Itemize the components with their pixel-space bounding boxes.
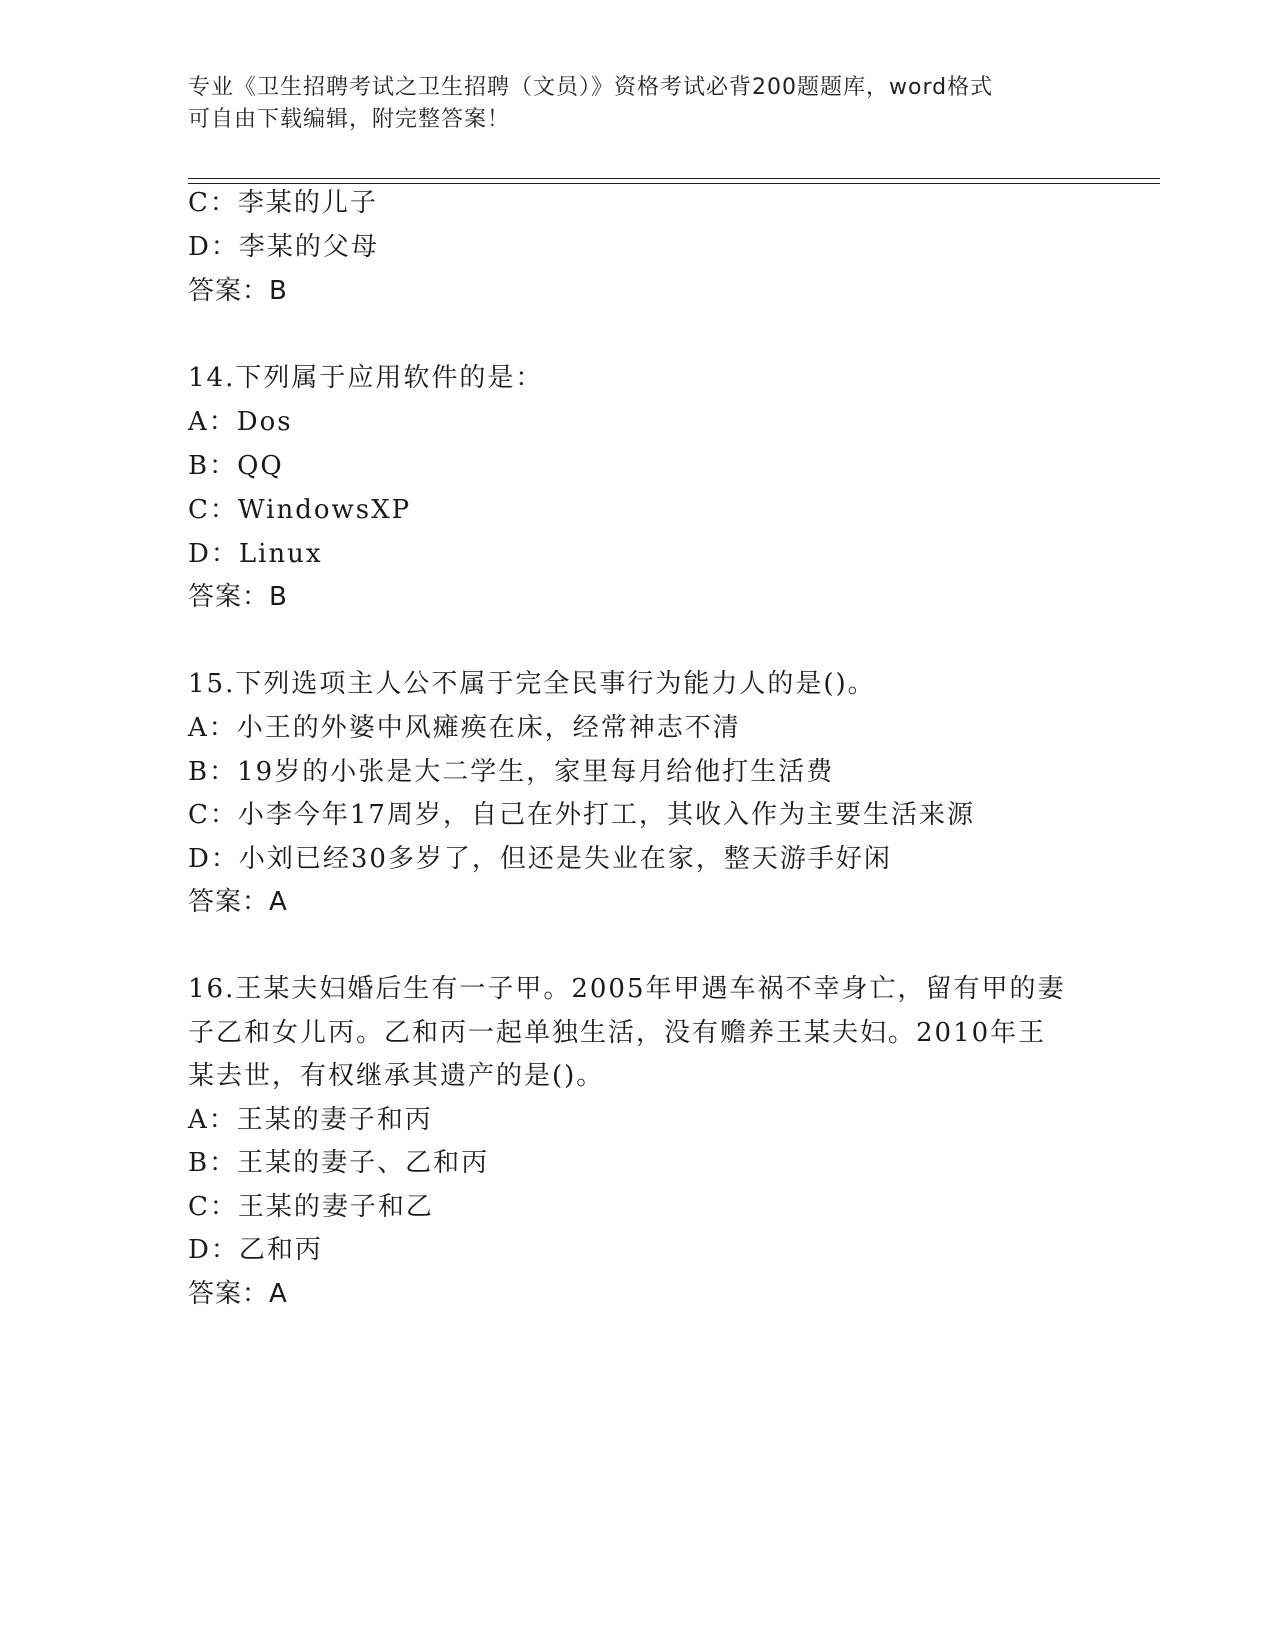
- q16-option-b: B：王某的妻子、乙和丙: [188, 1148, 490, 1178]
- q15-answer: 答案：A: [188, 887, 288, 917]
- q15-stem: 15.下列选项主人公不属于完全民事行为能力人的是()。: [188, 669, 876, 699]
- q16-answer: 答案：A: [188, 1279, 288, 1309]
- q14-option-a: A：Dos: [188, 407, 293, 437]
- header-line-2: 可自由下载编辑，附完整答案！: [188, 107, 511, 132]
- q14-option-b: B：QQ: [188, 451, 284, 481]
- q14-answer: 答案：B: [188, 582, 288, 612]
- header-divider-top: [188, 178, 1160, 179]
- q16-stem-line-1: 16.王某夫妇婚后生有一子甲。2005年甲遇车祸不幸身亡，留有甲的妻: [188, 974, 1066, 1004]
- q13-option-c: C：李某的儿子: [188, 188, 378, 218]
- q15-option-b: B：19岁的小张是大二学生，家里每月给他打生活费: [188, 757, 835, 787]
- q14-stem: 14.下列属于应用软件的是：: [188, 363, 544, 393]
- q13-answer: 答案：B: [188, 276, 288, 306]
- q16-option-c: C：王某的妻子和乙: [188, 1192, 434, 1222]
- q16-stem-line-2: 子乙和女儿丙。乙和丙一起单独生活，没有赡养王某夫妇。2010年王: [188, 1018, 1047, 1048]
- q16-option-d: D：乙和丙: [188, 1235, 323, 1265]
- q14-option-c: C：WindowsXP: [188, 495, 412, 525]
- q15-option-c: C：小李今年17周岁，自己在外打工，其收入作为主要生活来源: [188, 800, 975, 830]
- q14-option-d: D：Linux: [188, 539, 323, 569]
- document-header: [188, 72, 1088, 136]
- q16-stem-line-3: 某去世，有权继承其遗产的是()。: [188, 1061, 605, 1091]
- q15-option-d: D：小刘已经30多岁了，但还是失业在家，整天游手好闲: [188, 844, 892, 874]
- header-line-1: 专业《卫生招聘考试之卫生招聘（文员）》资格考试必背200题题库，word格式: [188, 75, 994, 100]
- q16-option-a: A：王某的妻子和丙: [188, 1105, 433, 1135]
- q13-option-d: D：李某的父母: [188, 232, 379, 262]
- q15-option-a: A：小王的外婆中风瘫痪在床，经常神志不清: [188, 713, 741, 743]
- header-divider-bottom: [188, 183, 1160, 184]
